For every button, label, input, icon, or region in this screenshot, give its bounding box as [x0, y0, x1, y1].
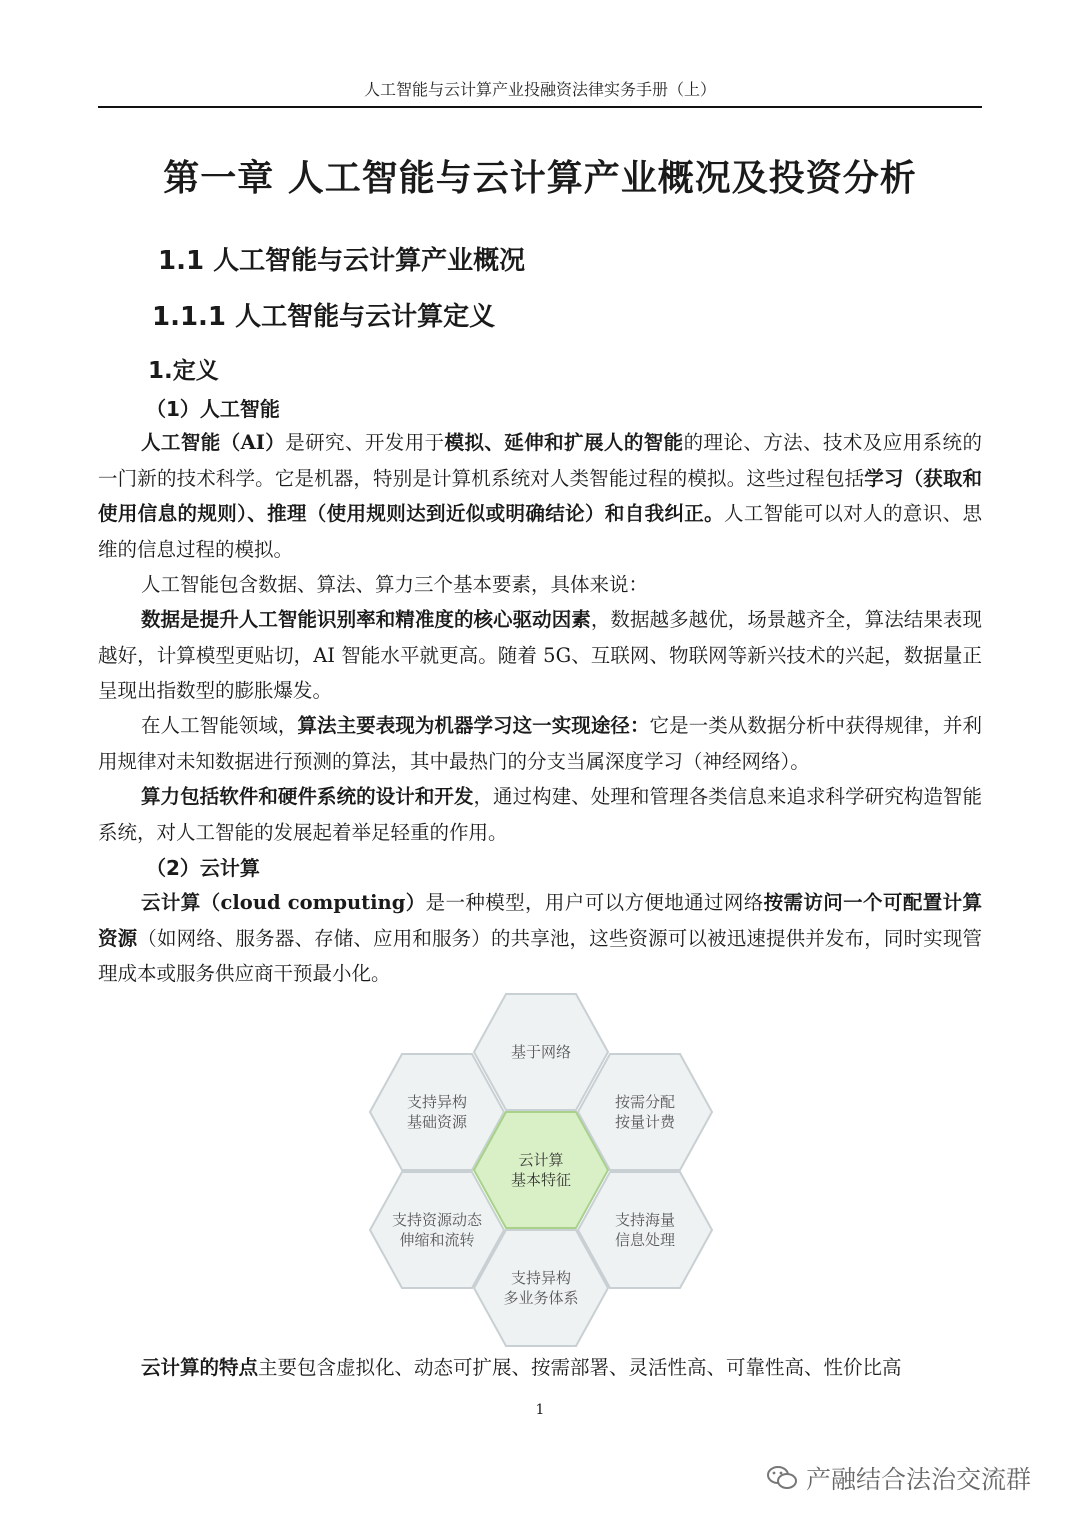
cloud-features-diagram: [368, 992, 714, 1348]
paragraph-ai-elements: 人工智能包含数据、算法、算力三个基本要素，具体来说：: [141, 573, 649, 596]
subsection-heading: 1.1.1 人工智能与云计算定义: [152, 302, 496, 332]
hex-heterogeneous-resources: 支持异构 基础资源: [368, 1052, 506, 1172]
hex-dynamic-scaling: 支持资源动态 伸缩和流转: [368, 1170, 506, 1290]
item-heading-ai: （1）人工智能: [146, 397, 280, 421]
watermark: 产融结合法治交流群: [766, 1460, 1031, 1496]
paragraph-data: 数据是提升人工智能识别率和精准度的核心驱动因素，数据越多越优，场景越齐全，算法结果表现越好，计算模型更贴切，AI 智能水平就更高。随着 5G、互联网、物联网等新兴技术的兴起，数据量正呈现出指数型的膨胀爆发。: [98, 608, 982, 702]
paragraph-ai-definition: 人工智能（AI）是研究、开发用于模拟、延伸和扩展人的智能的理论、方法、技术及应用系统的一门新的技术科学。它是机器，特别是计算机系统对人类智能过程的模拟。这些过程包括学习（获取和使用信息的规则）、推理（使用规则达到近似或明确结论）和自我纠正。人工智能可以对人的意识、思维的信息过程的模拟。: [98, 431, 982, 561]
chapter-title: 第一章 人工智能与云计算产业概况及投资分析: [163, 158, 917, 199]
paragraph-algorithm: 在人工智能领域，算法主要表现为机器学习这一实现途径：它是一类从数据分析中获得规律，并利用规律对未知数据进行预测的算法，其中最热门的分支当属深度学习（神经网络）。: [98, 714, 982, 773]
hex-on-demand-billing: 按需分配 按量计费: [576, 1052, 714, 1172]
hex-center-basic-features: 云计算 基本特征: [472, 1110, 610, 1230]
running-header: 人工智能与云计算产业投融资法律实务手册（上）: [98, 77, 982, 108]
item-heading-cloud: （2）云计算: [146, 856, 260, 880]
wechat-icon: [766, 1464, 798, 1492]
paragraph-computing-power: 算力包括软件和硬件系统的设计和开发，通过构建、处理和管理各类信息来追求科学研究构造智能系统，对人工智能的发展起着举足轻重的作用。: [98, 785, 982, 844]
subsubsection-heading: 1.定义: [148, 358, 219, 384]
page-number: 1: [535, 1402, 545, 1418]
hex-network-based: 基于网络: [472, 992, 610, 1112]
paragraph-cloud-definition: 云计算（cloud computing）是一种模型，用户可以方便地通过网络按需访问一个可配置计算资源（如网络、服务器、存储、应用和服务）的共享池，这些资源可以被迅速提供并发布，同时实现管理成本或服务供应商干预最小化。: [98, 891, 982, 985]
hex-multi-business: 支持异构 多业务体系: [472, 1228, 610, 1348]
section-heading: 1.1 人工智能与云计算产业概况: [158, 246, 526, 276]
paragraph-cloud-features: 云计算的特点主要包含虚拟化、动态可扩展、按需部署、灵活性高、可靠性高、性价比高: [141, 1356, 902, 1379]
hex-massive-info-processing: 支持海量 信息处理: [576, 1170, 714, 1290]
